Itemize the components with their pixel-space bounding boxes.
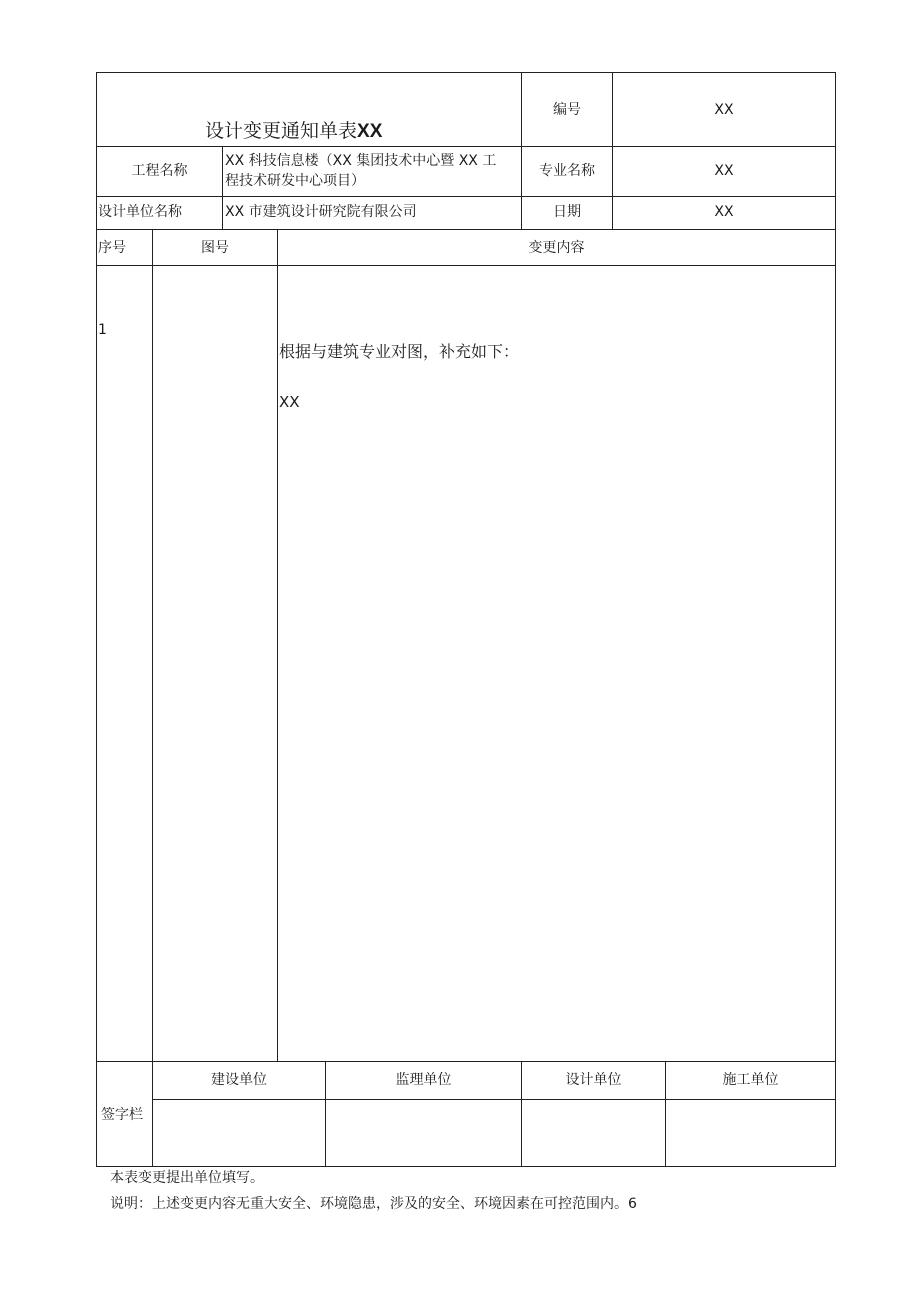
rule-project-bottom <box>96 196 836 197</box>
project-name-line1: XX 科技信息楼（XX 集团技术中心暨 XX 工 <box>225 153 497 169</box>
col-header-seq: 序号 <box>98 240 126 256</box>
project-name-line2: 程技术研发中心项目） <box>225 173 365 189</box>
change-notice-form <box>96 72 836 1167</box>
rule-designunit-bottom <box>96 229 836 230</box>
rule-v-seq <box>152 229 153 1167</box>
row-content-line2: XX <box>279 393 300 411</box>
form-title-suffix: XX <box>357 121 383 142</box>
rule-content-bottom <box>96 1061 836 1062</box>
row-content-line1: 根据与建筑专业对图，补充如下： <box>279 342 520 361</box>
specialty-label: 专业名称 <box>539 163 595 179</box>
date-value: XX <box>714 204 734 220</box>
sign-designer: 设计单位 <box>565 1072 622 1088</box>
form-title <box>205 122 382 141</box>
project-name-label: 工程名称 <box>131 163 188 179</box>
row-seq: 1 <box>98 322 107 338</box>
signature-label: 签字栏 <box>101 1107 143 1123</box>
sign-contractor: 施工单位 <box>722 1072 779 1088</box>
date-label: 日期 <box>553 204 581 220</box>
specialty-value: XX <box>714 163 734 179</box>
footer-note-2: 说明：上述变更内容无重大安全、环境隐患，涉及的安全、环境因素在可控范围内。6 <box>110 1196 637 1212</box>
rule-title-bottom <box>96 146 836 147</box>
col-header-drawing: 图号 <box>201 240 229 256</box>
sign-supervisor: 监理单位 <box>395 1072 452 1088</box>
col-header-content: 变更内容 <box>528 240 585 256</box>
rule-v-drawing <box>277 229 278 1062</box>
design-unit-value: XX 市建筑设计研究院有限公司 <box>225 204 417 220</box>
rule-v-header-left <box>222 146 223 230</box>
sign-owner: 建设单位 <box>211 1072 267 1088</box>
footer-note-1: 本表变更提出单位填写。 <box>110 1170 264 1186</box>
rule-signature-header-bottom <box>152 1099 836 1100</box>
design-unit-label: 设计单位名称 <box>98 204 182 220</box>
form-title-text: 设计变更通知单表 <box>205 120 358 142</box>
number-value: XX <box>714 102 734 118</box>
number-label: 编号 <box>553 102 581 118</box>
rule-colheader-bottom <box>96 265 836 266</box>
